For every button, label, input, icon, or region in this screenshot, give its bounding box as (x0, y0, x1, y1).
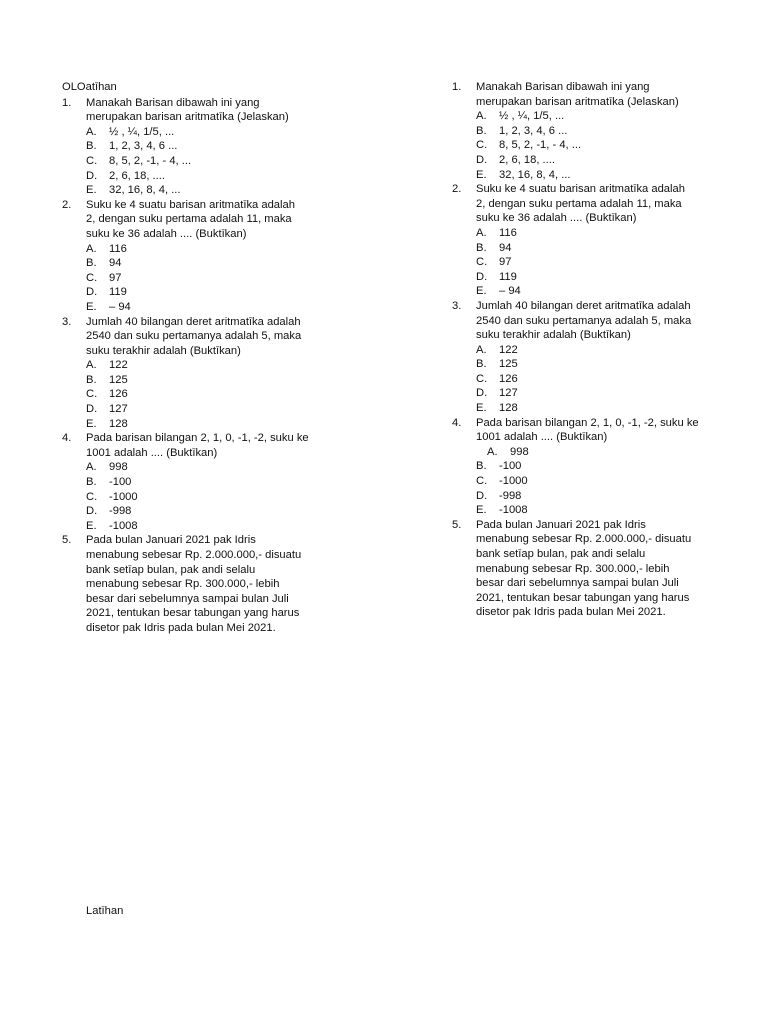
question-2 (62, 198, 362, 315)
question-number: 5. (62, 534, 72, 547)
answer-option (487, 445, 752, 460)
question-text: besar dari sebelumnya sampai bulan Juli (476, 577, 679, 590)
question-number (62, 344, 86, 359)
question-text: disetor pak Idris pada bulan Mei 2021. (476, 606, 666, 619)
question-number: 5. (452, 518, 462, 531)
answer-options (452, 226, 752, 299)
answer-option (86, 387, 362, 402)
option-text: -1008 (499, 504, 528, 517)
option-text: 128 (499, 402, 518, 415)
question-number (62, 548, 86, 563)
question-number (62, 212, 86, 227)
option-text: 125 (499, 358, 518, 371)
option-text: 128 (109, 417, 128, 430)
option-text: 1, 2, 3, 4, 6 ... (499, 124, 568, 137)
option-text: 94 (499, 241, 512, 254)
answer-options (452, 343, 752, 416)
option-letter: D. (86, 286, 98, 299)
answer-option (86, 285, 362, 300)
option-letter: A. (476, 226, 487, 239)
question-text: menabung sebesar Rp. 300.000,- lebih (86, 578, 280, 591)
footer-label: Latīhan (86, 905, 124, 917)
question-4 (62, 431, 362, 533)
answer-option (476, 241, 752, 256)
option-text: 119 (499, 270, 517, 283)
option-text: -1000 (499, 475, 528, 488)
answer-option (86, 460, 362, 475)
question-text: Pada bulan Januari 2021 pak Idris (86, 534, 256, 547)
option-letter: A. (86, 242, 97, 255)
question-text: menabung sebesar Rp. 300.000,- lebih (476, 562, 670, 575)
question-number (452, 605, 476, 620)
question-number: 3. (452, 299, 462, 312)
answer-option (86, 373, 362, 388)
question-text: Jumlah 40 bilangan deret aritmatīka adalah (86, 315, 301, 328)
question-line (452, 299, 752, 314)
option-letter: B. (86, 140, 97, 153)
question-number (452, 314, 476, 329)
option-text: -998 (109, 505, 132, 518)
answer-option (476, 503, 752, 518)
option-letter: E. (476, 285, 487, 298)
option-text: 125 (109, 373, 128, 386)
option-letter: E. (86, 417, 97, 430)
question-line (62, 548, 362, 563)
answer-option (86, 504, 362, 519)
question-line (452, 197, 752, 212)
question-line (452, 562, 752, 577)
answer-option (476, 226, 752, 241)
question-text: Manakah Barisan dibawah ini yang (86, 96, 260, 109)
question-text: merupakan barisan aritmatīka (Jelaskan) (476, 95, 679, 108)
question-text: Manakah Barisan dibawah ini yang (476, 81, 650, 93)
question-number (452, 562, 476, 577)
answer-options (62, 358, 362, 431)
question-number (62, 110, 86, 125)
option-text: -998 (499, 489, 522, 502)
question-line (62, 96, 362, 111)
option-letter: D. (86, 505, 98, 518)
option-letter: C. (86, 271, 98, 284)
option-letter: B. (86, 257, 97, 270)
question-number: 1. (452, 81, 462, 93)
option-letter: B. (86, 476, 97, 489)
option-letter: A. (86, 125, 97, 138)
question-text: suku ke 36 adalah .... (Buktīkan) (476, 212, 637, 225)
option-letter: C. (476, 372, 488, 385)
answer-option (476, 124, 752, 139)
question-line (452, 576, 752, 591)
option-letter: D. (476, 387, 488, 400)
question-text: besar dari sebelumnya sampai bulan Juli (86, 592, 289, 605)
question-number: 2. (452, 183, 462, 196)
answer-option (476, 109, 752, 124)
question-number (452, 328, 476, 343)
question-line (452, 314, 752, 329)
option-text: 116 (109, 242, 127, 255)
answer-option (476, 401, 752, 416)
answer-option (476, 386, 752, 401)
question-line (62, 592, 362, 607)
question-text: Pada barisan bilangan 2, 1, 0, -1, -2, suku ke (86, 432, 309, 445)
question-number (452, 547, 476, 562)
question-number (452, 95, 476, 110)
answer-option (86, 154, 362, 169)
question-text: 1001 adalah .... (Buktīkan) (476, 431, 608, 444)
question-2 (452, 182, 752, 299)
answer-option (86, 242, 362, 257)
question-line (452, 518, 752, 533)
option-text: 32, 16, 8, 4, ... (499, 168, 571, 181)
question-text: 2540 dan suku pertamanya adalah 5, maka (86, 330, 302, 343)
option-letter: A. (86, 359, 97, 372)
answer-options (452, 445, 752, 518)
question-text: menabung sebesar Rp. 2.000.000,- disuatu (86, 549, 302, 561)
option-text: 998 (109, 461, 128, 474)
question-number: 2. (62, 198, 72, 211)
option-letter: C. (476, 139, 488, 152)
question-number (62, 227, 86, 242)
answer-option (476, 138, 752, 153)
question-text: 1001 adalah .... (Buktīkan) (86, 446, 218, 459)
question-5 (62, 533, 362, 635)
question-1 (452, 80, 752, 182)
question-list (62, 96, 362, 636)
answer-option (86, 271, 362, 286)
answer-options (62, 125, 362, 198)
question-number (452, 430, 476, 445)
answer-option (476, 459, 752, 474)
answer-option (86, 490, 362, 505)
option-letter: D. (86, 403, 98, 416)
question-number (452, 576, 476, 591)
question-number: 4. (452, 416, 462, 429)
question-line (62, 621, 362, 636)
answer-option (476, 284, 752, 299)
option-text: 119 (109, 286, 127, 299)
option-text: 116 (499, 226, 517, 239)
answer-option (86, 125, 362, 140)
answer-option (86, 402, 362, 417)
question-line (62, 212, 362, 227)
question-line (62, 577, 362, 592)
option-text: – 94 (499, 285, 521, 298)
question-line (62, 563, 362, 578)
question-number (62, 606, 86, 621)
answer-option (86, 519, 362, 534)
left-column (62, 80, 362, 636)
option-text: 8, 5, 2, -1, - 4, ... (499, 139, 582, 152)
question-text: merupakan barisan aritmatīka (Jelaskan) (86, 111, 289, 124)
option-letter: E. (86, 300, 97, 313)
option-text: 127 (499, 387, 518, 400)
question-line (452, 532, 752, 547)
answer-option (86, 417, 362, 432)
question-text: Jumlah 40 bilangan deret aritmatīka adalah (476, 299, 691, 312)
answer-option (86, 475, 362, 490)
option-letter: B. (86, 373, 97, 386)
question-number (62, 621, 86, 636)
option-text: 8, 5, 2, -1, - 4, ... (109, 154, 192, 167)
option-letter: B. (476, 460, 487, 473)
option-text: – 94 (109, 300, 131, 313)
question-line (452, 80, 752, 95)
option-text: 126 (109, 388, 128, 401)
option-text: 2, 6, 18, .... (499, 153, 555, 166)
option-letter: B. (476, 241, 487, 254)
question-number (62, 592, 86, 607)
answer-option (476, 357, 752, 372)
question-text: Suku ke 4 suatu barisan aritmatīka adalah (476, 183, 685, 196)
question-line (452, 211, 752, 226)
option-text: 97 (109, 271, 122, 284)
option-letter: E. (86, 519, 97, 532)
option-letter: B. (476, 124, 487, 137)
option-text: 97 (499, 256, 512, 269)
question-line (62, 315, 362, 330)
question-3 (452, 299, 752, 416)
option-letter: C. (476, 475, 488, 488)
question-text: suku terakhir adalah (Buktīkan) (476, 329, 631, 342)
question-line (452, 416, 752, 431)
question-line (62, 446, 362, 461)
option-letter: A. (487, 445, 498, 458)
question-text: suku ke 36 adalah .... (Buktīkan) (86, 227, 247, 240)
question-line (62, 198, 362, 213)
option-letter: E. (476, 402, 487, 415)
option-text: 1, 2, 3, 4, 6 ... (109, 140, 178, 153)
answer-option (476, 489, 752, 504)
question-text: 2021, tentukan besar tabungan yang harus (86, 607, 300, 620)
right-column (452, 80, 752, 620)
answer-option (86, 358, 362, 373)
question-line (452, 328, 752, 343)
option-letter: D. (86, 169, 98, 182)
question-text: bank setīap bulan, pak andi selalu (476, 548, 646, 560)
worksheet-heading: OLOatīhan (62, 81, 117, 93)
option-text: 2, 6, 18, .... (109, 169, 165, 182)
question-text: Pada barisan bilangan 2, 1, 0, -1, -2, suku ke (476, 416, 699, 429)
question-number (452, 211, 476, 226)
question-number (62, 329, 86, 344)
question-text: Pada bulan Januari 2021 pak Idris (476, 518, 646, 531)
option-letter: E. (476, 168, 487, 181)
option-letter: E. (86, 184, 97, 197)
question-number (62, 563, 86, 578)
question-5 (452, 518, 752, 620)
option-letter: C. (86, 490, 98, 503)
option-text: ½ , ¼, 1/5, ... (109, 125, 175, 138)
question-line (452, 547, 752, 562)
answer-option (476, 343, 752, 358)
question-line (452, 591, 752, 606)
option-text: -100 (109, 476, 132, 489)
question-3 (62, 315, 362, 432)
option-letter: C. (86, 154, 98, 167)
answer-option (476, 153, 752, 168)
answer-option (86, 183, 362, 198)
option-text: 94 (109, 257, 122, 270)
option-letter: A. (86, 461, 97, 474)
option-letter: D. (476, 270, 488, 283)
answer-option (476, 474, 752, 489)
option-text: 998 (510, 445, 529, 458)
option-text: 122 (109, 359, 128, 372)
question-number (62, 577, 86, 592)
question-line (62, 606, 362, 621)
question-text: 2, dengan suku pertama adalah 11, maka (476, 197, 682, 210)
question-text: Suku ke 4 suatu barisan aritmatīka adalah (86, 198, 295, 211)
question-number: 3. (62, 315, 72, 328)
answer-option (86, 256, 362, 271)
option-text: 126 (499, 372, 518, 385)
question-text: 2540 dan suku pertamanya adalah 5, maka (476, 314, 692, 327)
question-number: 1. (62, 96, 72, 109)
option-text: 32, 16, 8, 4, ... (109, 184, 181, 197)
question-4 (452, 416, 752, 518)
option-letter: B. (476, 358, 487, 371)
answer-option (476, 270, 752, 285)
answer-option (476, 168, 752, 183)
answer-option (476, 255, 752, 270)
option-text: ½ , ¼, 1/5, ... (499, 110, 565, 123)
question-line (62, 344, 362, 359)
answer-option (476, 372, 752, 387)
answer-options (62, 460, 362, 533)
option-text: -1008 (109, 519, 138, 532)
option-letter: A. (476, 110, 487, 123)
question-text: menabung sebesar Rp. 2.000.000,- disuatu (476, 533, 692, 546)
question-line (62, 533, 362, 548)
option-letter: C. (476, 256, 488, 269)
option-letter: D. (476, 153, 488, 166)
option-letter: C. (86, 388, 98, 401)
question-list (452, 80, 752, 620)
question-number (452, 591, 476, 606)
question-number: 4. (62, 432, 72, 445)
question-line (452, 430, 752, 445)
question-line (62, 110, 362, 125)
question-text: 2021, tentukan besar tabungan yang harus (476, 591, 690, 604)
question-1 (62, 96, 362, 198)
question-line (62, 329, 362, 344)
option-letter: D. (476, 489, 488, 502)
question-number (62, 446, 86, 461)
answer-option (86, 139, 362, 154)
answer-options (452, 109, 752, 182)
option-text: -100 (499, 460, 522, 473)
option-text: -1000 (109, 490, 138, 503)
question-number (452, 197, 476, 212)
option-letter: E. (476, 504, 487, 517)
question-text: disetor pak Idris pada bulan Mei 2021. (86, 621, 276, 634)
option-text: 122 (499, 343, 518, 356)
question-line (452, 605, 752, 620)
question-text: bank setīap bulan, pak andi selalu (86, 563, 256, 576)
answer-option (86, 300, 362, 315)
question-line (452, 182, 752, 197)
question-text: suku terakhir adalah (Buktīkan) (86, 344, 241, 357)
question-line (62, 227, 362, 242)
question-line (62, 431, 362, 446)
answer-option (86, 169, 362, 184)
option-letter: A. (476, 343, 487, 356)
question-text: 2, dengan suku pertama adalah 11, maka (86, 213, 292, 226)
question-line (452, 95, 752, 110)
answer-options (62, 242, 362, 315)
option-text: 127 (109, 403, 128, 416)
question-number (452, 532, 476, 547)
